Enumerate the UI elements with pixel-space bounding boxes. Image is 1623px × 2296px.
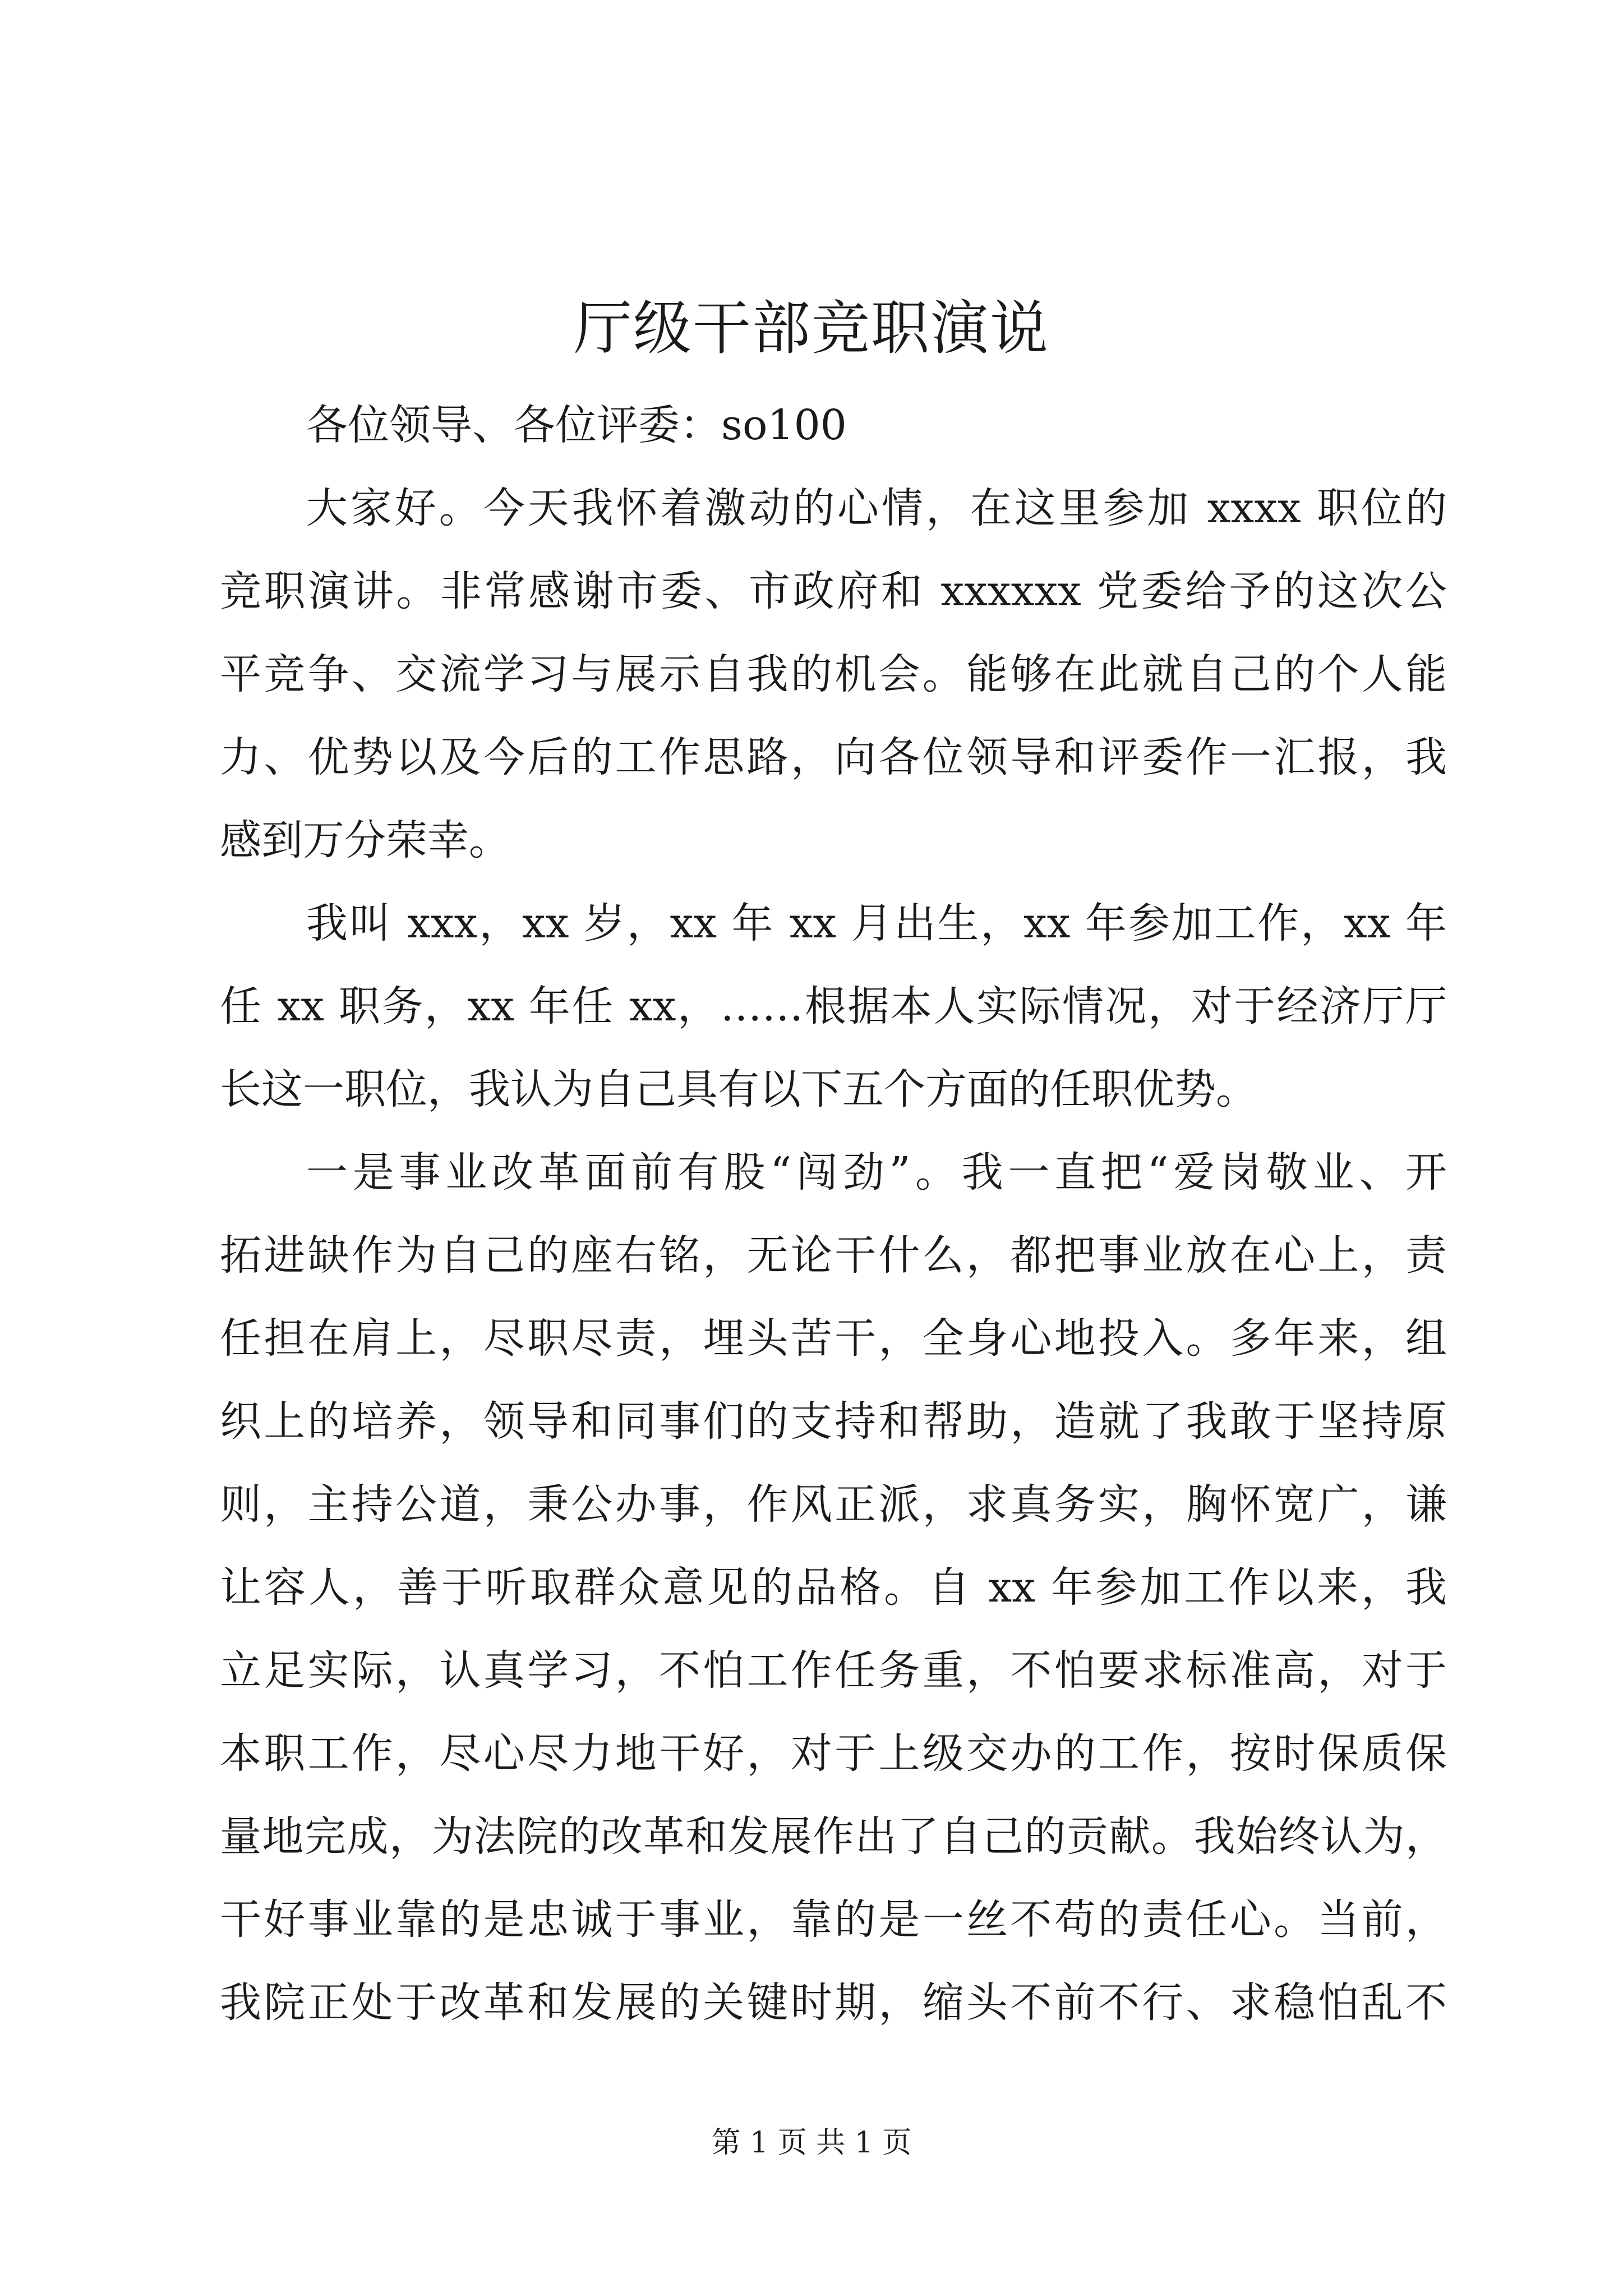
body-line: 大家好。今天我怀着激动的心情，在这里参加 xxxx 职位的 (306, 484, 1447, 532)
body-line: 竞职演讲。非常感谢市委、市政府和 xxxxxx 党委给予的这次公 (220, 567, 1447, 615)
body-line: 干好事业靠的是忠诚于事业，靠的是一丝不苟的责任心。当前， (220, 1895, 1447, 1944)
document-title: 厅级干部竞职演说 (573, 294, 1049, 362)
page-footer: 第 1 页 共 1 页 (711, 2126, 912, 2160)
salutation-line: 各位领导、各位评委：so100 (306, 401, 847, 449)
body-line: 长这一职位，我认为自己具有以下五个方面的任职优势。 (220, 1065, 1257, 1114)
body-line: 织上的培养，领导和同事们的支持和帮助，造就了我敢于坚持原 (220, 1397, 1447, 1446)
body-line: 任 xx 职务，xx 年任 xx，……根据本人实际情况，对于经济厅厅 (220, 982, 1447, 1030)
body-line: 则，主持公道，秉公办事，作风正派，求真务实，胸怀宽广，谦 (220, 1480, 1447, 1529)
body-line: 任担在肩上，尽职尽责，埋头苦干，全身心地投入。多年来，组 (220, 1314, 1447, 1363)
body-line: 平竞争、交流学习与展示自我的机会。能够在此就自己的个人能 (220, 650, 1447, 698)
body-line: 力、优势以及今后的工作思路，向各位领导和评委作一汇报，我 (220, 733, 1447, 781)
body-line: 我叫 xxx，xx 岁，xx 年 xx 月出生，xx 年参加工作，xx 年 (306, 899, 1447, 947)
document-body (220, 384, 1447, 2044)
body-line: 量地完成，为法院的改革和发展作出了自己的贡献。我始终认为， (220, 1812, 1447, 1861)
body-line: 拓进缺作为自己的座右铭，无论干什么，都把事业放在心上，责 (220, 1231, 1447, 1280)
body-line: 本职工作，尽心尽力地干好，对于上级交办的工作，按时保质保 (220, 1729, 1447, 1778)
body-line: 一是事业改革面前有股“闯劲”。我一直把“爱岗敬业、开 (306, 1148, 1447, 1197)
body-line: 我院正处于改革和发展的关键时期，缩头不前不行、求稳怕乱不 (220, 1978, 1447, 2027)
body-line: 立足实际，认真学习，不怕工作任务重，不怕要求标准高，对于 (220, 1646, 1447, 1695)
body-line: 让容人，善于听取群众意见的品格。自 xx 年参加工作以来，我 (220, 1563, 1447, 1612)
body-line: 感到万分荣幸。 (220, 816, 510, 864)
